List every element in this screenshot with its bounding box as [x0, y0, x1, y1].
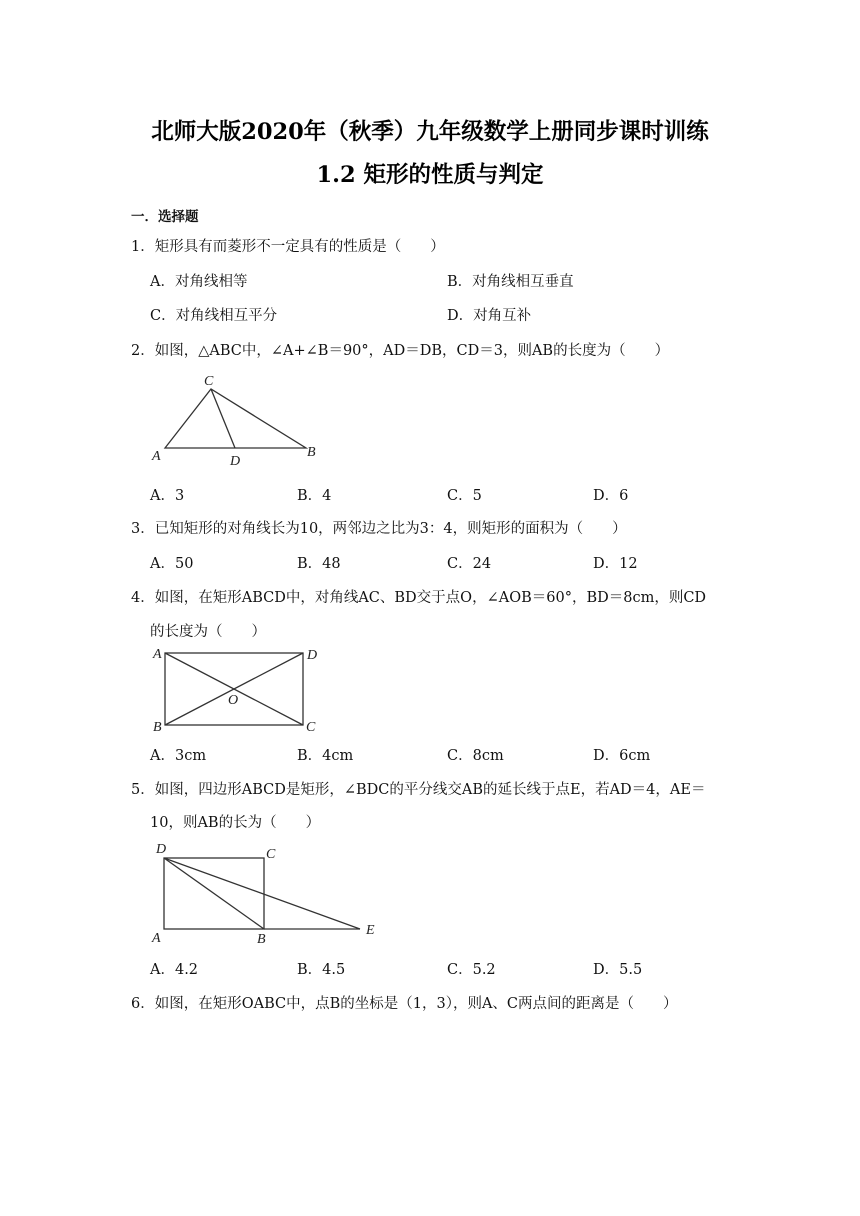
question-3-option-a: A．50 — [150, 556, 194, 572]
triangle-abc — [165, 389, 306, 448]
question-1-option-d: D．对角互补 — [447, 308, 532, 324]
label-a: A — [152, 931, 161, 946]
question-2-option-a: A．3 — [150, 488, 185, 504]
question-4-option-b: B．4cm — [297, 748, 354, 764]
question-4-option-d: D．6cm — [593, 748, 651, 764]
question-4-figure — [148, 643, 338, 738]
label-o: O — [228, 693, 239, 708]
question-3-option-b: B．48 — [297, 556, 341, 572]
label-b: B — [307, 445, 316, 460]
label-e: E — [366, 923, 375, 938]
question-1-option-b: B．对角线相互垂直 — [447, 274, 574, 290]
question-5-option-c: C．5.2 — [447, 962, 496, 978]
segment-db — [164, 858, 264, 929]
question-5-option-b: B．4.5 — [297, 962, 346, 978]
question-1-stem: 1．矩形具有而菱形不一定具有的性质是（ ） — [131, 239, 445, 255]
label-d: D — [307, 648, 318, 663]
question-4-option-a: A．3cm — [150, 748, 207, 764]
question-4-option-c: C．8cm — [447, 748, 504, 764]
question-1-option-c: C．对角线相互平分 — [150, 308, 278, 324]
question-5-stem-line-1: 5．如图，四边形ABCD是矩形，∠BDC的平分线交AB的延长线于点E，若AD＝4，AE＝ — [131, 782, 706, 798]
question-3-option-c: C．24 — [447, 556, 492, 572]
label-a: A — [153, 647, 162, 662]
question-2-option-b: B．4 — [297, 488, 332, 504]
label-a: A — [152, 449, 161, 464]
question-2-figure — [145, 370, 345, 470]
section-heading: 一．选择题 — [131, 209, 199, 225]
question-5-stem-line-2: 10，则AB的长为（ ） — [150, 815, 321, 831]
question-3-stem: 3．已知矩形的对角线长为10，两邻边之比为3：4，则矩形的面积为（ ） — [131, 521, 627, 537]
question-2-option-c: C．5 — [447, 488, 482, 504]
question-2-option-d: D．6 — [593, 488, 629, 504]
question-2-stem: 2．如图，△ABC中，∠A+∠B＝90°，AD＝DB，CD＝3，则AB的长度为（ ） — [131, 343, 670, 359]
question-4-stem-line-2: 的长度为（ ） — [150, 624, 266, 640]
label-b: B — [153, 720, 162, 735]
label-b: B — [257, 932, 266, 947]
label-c: C — [204, 374, 214, 389]
question-5-option-a: A．4.2 — [150, 962, 199, 978]
question-5-figure — [148, 838, 388, 947]
question-3-option-d: D．12 — [593, 556, 638, 572]
document-subtitle: 1.2 矩形的性质与判定 — [316, 162, 544, 188]
question-6-stem: 6．如图，在矩形OABC中，点B的坐标是（1，3），则A、C两点间的距离是（ ） — [131, 996, 678, 1012]
segment-de — [164, 858, 360, 929]
question-1-option-a: A．对角线相等 — [150, 274, 248, 290]
label-c: C — [266, 847, 276, 862]
label-d: D — [230, 454, 241, 469]
document-title: 北师大版2020年（秋季）九年级数学上册同步课时训练 — [151, 119, 709, 145]
question-5-option-d: D．5.5 — [593, 962, 643, 978]
label-c: C — [306, 720, 316, 735]
segment-cd — [211, 389, 235, 448]
label-d: D — [156, 842, 167, 857]
question-4-stem-line-1: 4．如图，在矩形ABCD中，对角线AC、BD交于点O，∠AOB＝60°，BD＝8cm，则CD — [131, 590, 707, 606]
